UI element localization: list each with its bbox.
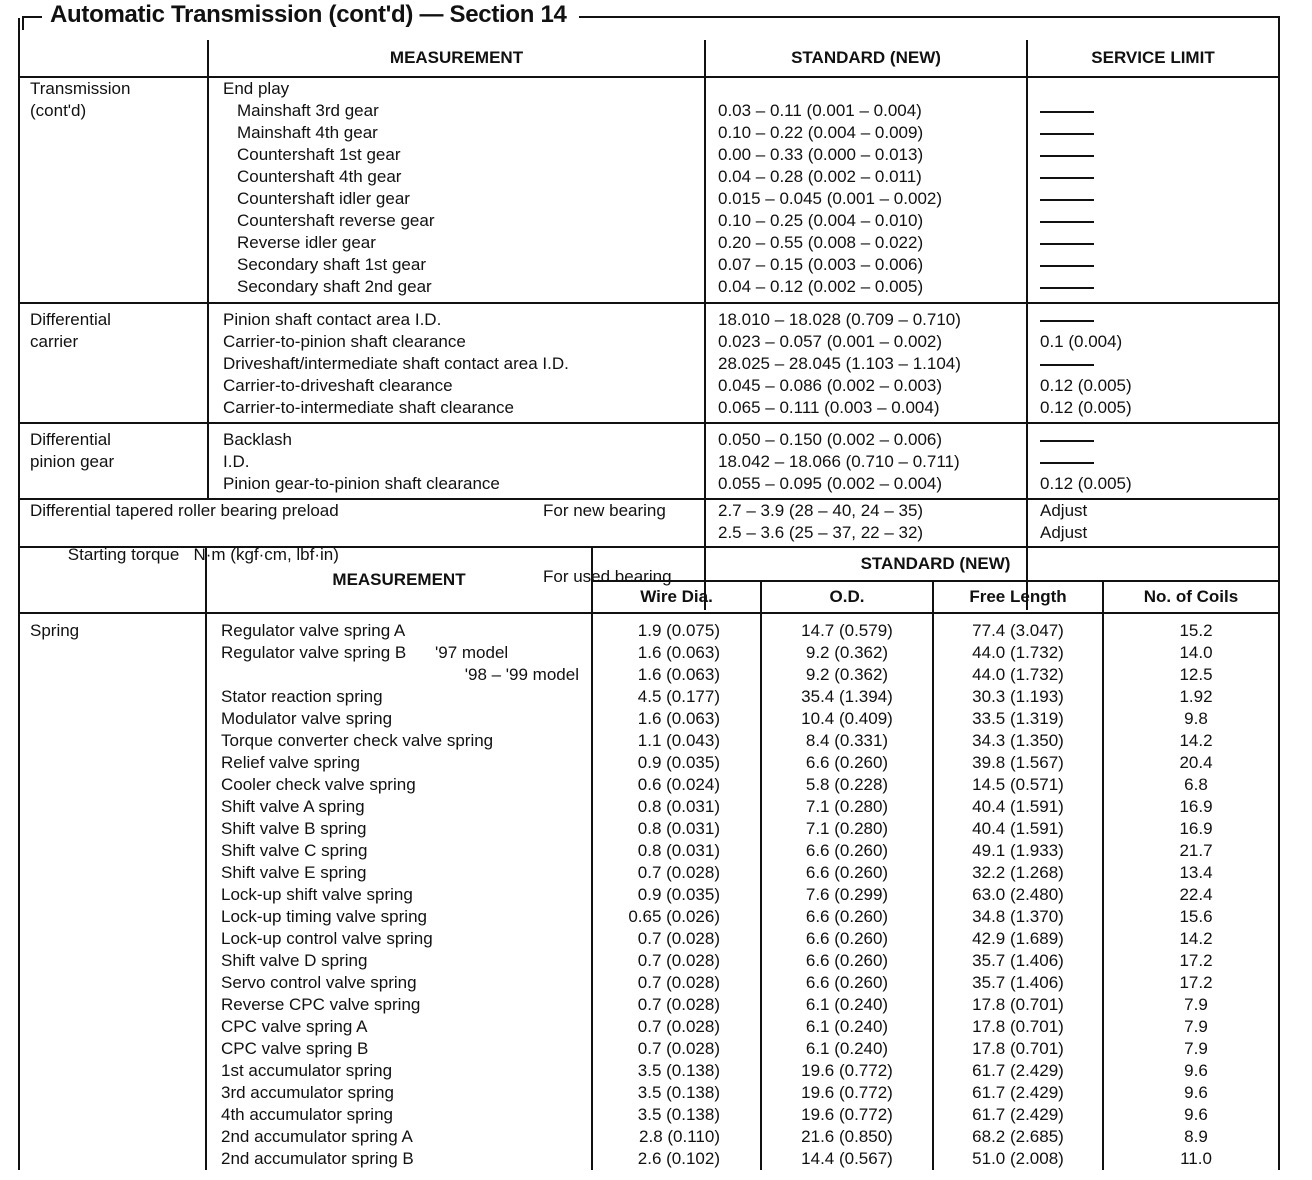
standard-cell: 0.065 – 0.111 (0.003 – 0.004)	[705, 397, 1027, 423]
free-length-cell: 33.5 (1.319)	[933, 708, 1103, 730]
measurement-cell	[208, 254, 705, 276]
preload-used-std: 2.5 – 3.6 (25 – 37, 22 – 32)	[705, 522, 1027, 610]
spring-name-cell	[206, 818, 592, 840]
table-row	[18, 840, 1278, 862]
free-length-cell: 77.4 (3.047)	[933, 613, 1103, 642]
table-row	[18, 423, 1278, 451]
standard-cell	[705, 77, 1027, 100]
measurement-cell: Carrier-to-intermediate shaft clearance	[208, 397, 705, 423]
od-cell: 14.4 (0.567)	[761, 1148, 933, 1170]
group-label-line: pinion gear	[30, 452, 115, 471]
coils-cell: 9.6	[1103, 1104, 1278, 1126]
measurement-cell	[208, 210, 705, 232]
measurement-cell	[208, 144, 705, 166]
measurement-cell	[208, 188, 705, 210]
preload-new-std: 2.7 – 3.9 (28 – 40, 24 – 35)	[705, 499, 1027, 522]
wire-dia-cell: 2.6 (0.102)	[592, 1148, 761, 1170]
no-limit-dash	[1040, 440, 1094, 442]
spring-name: Shift valve E spring	[221, 863, 367, 882]
group-label-line: Differential	[30, 310, 111, 329]
od-cell: 35.4 (1.394)	[761, 686, 933, 708]
spring-name: Cooler check valve spring	[221, 775, 416, 794]
od-cell: 6.1 (0.240)	[761, 994, 933, 1016]
free-length-cell: 17.8 (0.701)	[933, 1038, 1103, 1060]
wire-dia-cell: 0.7 (0.028)	[592, 1038, 761, 1060]
table-row	[18, 884, 1278, 906]
spring-name: 3rd accumulator spring	[221, 1083, 394, 1102]
od-cell: 6.6 (0.260)	[761, 862, 933, 884]
wire-dia-cell: 3.5 (0.138)	[592, 1104, 761, 1126]
limit-cell	[1027, 375, 1278, 397]
spring-name-cell	[206, 642, 592, 664]
measurement-cell: Driveshaft/intermediate shaft contact area I.D.	[208, 353, 705, 375]
wire-dia-cell: 0.7 (0.028)	[592, 862, 761, 884]
table-row	[18, 1016, 1278, 1038]
no-limit-dash	[1040, 320, 1094, 322]
limit-value: 0.12 (0.005)	[1040, 398, 1132, 417]
limit-cell	[1027, 451, 1278, 473]
spring-specs-table	[18, 546, 1278, 1170]
spring-name-cell	[206, 1104, 592, 1126]
header-service-limit: SERVICE LIMIT	[1027, 40, 1278, 77]
measurement-label: Secondary shaft 2nd gear	[237, 277, 432, 296]
standard-cell: 0.04 – 0.12 (0.002 – 0.005)	[705, 276, 1027, 303]
table-row	[18, 1126, 1278, 1148]
measurement-cell: Carrier-to-driveshaft clearance	[208, 375, 705, 397]
od-cell: 9.2 (0.362)	[761, 642, 933, 664]
coils-cell: 16.9	[1103, 818, 1278, 840]
free-length-cell: 32.2 (1.268)	[933, 862, 1103, 884]
wire-dia-cell: 0.7 (0.028)	[592, 950, 761, 972]
measurement-label: Countershaft idler gear	[237, 189, 410, 208]
spring-header-blank	[18, 547, 206, 613]
preload-line1: Differential tapered roller bearing preload	[30, 501, 339, 520]
table-row	[18, 730, 1278, 752]
od-cell: 6.1 (0.240)	[761, 1016, 933, 1038]
free-length-cell: 39.8 (1.567)	[933, 752, 1103, 774]
limit-cell	[1027, 276, 1278, 303]
limit-cell	[1027, 473, 1278, 499]
spring-name: CPC valve spring A	[221, 1017, 368, 1036]
header-wire-dia: Wire Dia.	[592, 581, 761, 613]
no-limit-dash	[1040, 462, 1094, 464]
od-cell: 19.6 (0.772)	[761, 1104, 933, 1126]
table-row	[18, 77, 1278, 100]
spring-header-row-1	[18, 547, 1278, 581]
wire-dia-cell: 0.9 (0.035)	[592, 884, 761, 906]
free-length-cell: 14.5 (0.571)	[933, 774, 1103, 796]
od-cell: 5.8 (0.228)	[761, 774, 933, 796]
od-cell: 14.7 (0.579)	[761, 613, 933, 642]
standard-cell: 0.03 – 0.11 (0.001 – 0.004)	[705, 100, 1027, 122]
limit-cell	[1027, 77, 1278, 100]
wire-dia-cell: 1.6 (0.063)	[592, 664, 761, 686]
header-standard: STANDARD (NEW)	[705, 40, 1027, 77]
group-label-spring: Spring	[30, 621, 80, 640]
spring-name: Regulator valve spring B	[221, 643, 407, 662]
preload-used-limit: Adjust	[1027, 522, 1278, 610]
table-row	[18, 1148, 1278, 1170]
new-bearing-label: For new bearing	[543, 501, 666, 520]
spring-name-cell	[206, 994, 592, 1016]
coils-cell: 15.2	[1103, 613, 1278, 642]
no-limit-dash	[1040, 364, 1094, 366]
spring-name: Lock-up shift valve spring	[221, 885, 413, 904]
coils-cell: 9.8	[1103, 708, 1278, 730]
table-row	[18, 972, 1278, 994]
spring-rows	[18, 613, 1278, 1170]
free-length-cell: 44.0 (1.732)	[933, 642, 1103, 664]
table-row	[18, 1060, 1278, 1082]
standard-cell: 0.10 – 0.25 (0.004 – 0.010)	[705, 210, 1027, 232]
spring-name: Shift valve C spring	[221, 841, 368, 860]
free-length-cell: 30.3 (1.193)	[933, 686, 1103, 708]
table-row	[18, 752, 1278, 774]
spring-name-cell	[206, 1148, 592, 1170]
limit-value: 0.12 (0.005)	[1040, 376, 1132, 395]
group-transmission	[18, 77, 1278, 303]
measurement-cell	[208, 100, 705, 122]
free-length-cell: 35.7 (1.406)	[933, 950, 1103, 972]
od-cell: 6.6 (0.260)	[761, 950, 933, 972]
preload-new-limit: Adjust	[1027, 499, 1278, 522]
standard-cell: 0.04 – 0.28 (0.002 – 0.011)	[705, 166, 1027, 188]
spring-name-cell	[206, 906, 592, 928]
spring-name: 1st accumulator spring	[221, 1061, 393, 1080]
measurement-label: Mainshaft 4th gear	[237, 123, 378, 142]
od-cell: 6.6 (0.260)	[761, 972, 933, 994]
limit-cell	[1027, 232, 1278, 254]
model-note: '98 – '99 model	[464, 665, 579, 684]
limit-cell	[1027, 210, 1278, 232]
spring-name-cell	[206, 1016, 592, 1038]
no-limit-dash	[1040, 221, 1094, 223]
spring-name-cell	[206, 1126, 592, 1148]
limit-cell	[1027, 144, 1278, 166]
spring-name: Stator reaction spring	[221, 687, 383, 706]
limit-cell	[1027, 331, 1278, 353]
free-length-cell: 17.8 (0.701)	[933, 994, 1103, 1016]
page-title: Automatic Transmission (cont'd) — Section 14	[42, 1, 579, 29]
spring-name: Regulator valve spring A	[221, 621, 406, 640]
wire-dia-cell: 1.1 (0.043)	[592, 730, 761, 752]
measurement-label: Countershaft 4th gear	[237, 167, 402, 186]
spring-name-cell	[206, 708, 592, 730]
spring-name: Servo control valve spring	[221, 973, 417, 992]
spring-name: 2nd accumulator spring A	[221, 1127, 413, 1146]
spring-name-cell	[206, 1082, 592, 1104]
measurement-heading: End play	[208, 77, 705, 100]
standard-cell: 0.20 – 0.55 (0.008 – 0.022)	[705, 232, 1027, 254]
limit-value: 0.12 (0.005)	[1040, 474, 1132, 493]
coils-cell: 15.6	[1103, 906, 1278, 928]
standard-cell: 28.025 – 28.045 (1.103 – 1.104)	[705, 353, 1027, 375]
group-label-differential-carrier	[18, 303, 208, 423]
limit-cell	[1027, 303, 1278, 331]
spring-name-cell	[206, 862, 592, 884]
od-cell: 7.6 (0.299)	[761, 884, 933, 906]
measurement-label: Reverse idler gear	[237, 233, 376, 252]
table-row	[18, 1082, 1278, 1104]
limit-cell	[1027, 188, 1278, 210]
spring-name-cell	[206, 928, 592, 950]
wire-dia-cell: 4.5 (0.177)	[592, 686, 761, 708]
coils-cell: 13.4	[1103, 862, 1278, 884]
free-length-cell: 61.7 (2.429)	[933, 1104, 1103, 1126]
table-row	[18, 1104, 1278, 1126]
specs-table-main	[18, 40, 1278, 610]
wire-dia-cell: 0.7 (0.028)	[592, 928, 761, 950]
free-length-cell: 61.7 (2.429)	[933, 1082, 1103, 1104]
table-row	[18, 906, 1278, 928]
coils-cell: 1.92	[1103, 686, 1278, 708]
free-length-cell: 34.8 (1.370)	[933, 906, 1103, 928]
measurement-label: Mainshaft 3rd gear	[237, 101, 379, 120]
coils-cell: 12.5	[1103, 664, 1278, 686]
od-cell: 6.6 (0.260)	[761, 752, 933, 774]
wire-dia-cell: 0.7 (0.028)	[592, 1016, 761, 1038]
no-limit-dash	[1040, 177, 1094, 179]
free-length-cell: 49.1 (1.933)	[933, 840, 1103, 862]
table-row	[18, 664, 1278, 686]
header-coils: No. of Coils	[1103, 581, 1278, 613]
table-row	[18, 708, 1278, 730]
wire-dia-cell: 0.7 (0.028)	[592, 994, 761, 1016]
free-length-cell: 44.0 (1.732)	[933, 664, 1103, 686]
table-row	[18, 862, 1278, 884]
wire-dia-cell: 1.6 (0.063)	[592, 708, 761, 730]
free-length-cell: 68.2 (2.685)	[933, 1126, 1103, 1148]
header-od: O.D.	[761, 581, 933, 613]
standard-cell: 0.023 – 0.057 (0.001 – 0.002)	[705, 331, 1027, 353]
spring-name-cell	[206, 972, 592, 994]
no-limit-dash	[1040, 287, 1094, 289]
spring-name-cell	[206, 774, 592, 796]
table-row	[18, 1038, 1278, 1060]
od-cell: 6.6 (0.260)	[761, 906, 933, 928]
coils-cell: 9.6	[1103, 1060, 1278, 1082]
spring-name: Torque converter check valve spring	[221, 731, 494, 750]
limit-cell	[1027, 423, 1278, 451]
od-cell: 19.6 (0.772)	[761, 1082, 933, 1104]
coils-cell: 8.9	[1103, 1126, 1278, 1148]
group-label-line: Transmission	[30, 79, 131, 98]
spring-name: Relief valve spring	[221, 753, 360, 772]
free-length-cell: 61.7 (2.429)	[933, 1060, 1103, 1082]
wire-dia-cell: 0.9 (0.035)	[592, 752, 761, 774]
measurement-cell: Pinion shaft contact area I.D.	[208, 303, 705, 331]
coils-cell: 17.2	[1103, 972, 1278, 994]
standard-cell: 18.042 – 18.066 (0.710 – 0.711)	[705, 451, 1027, 473]
preload-line2: Starting torque N·m (kgf·cm, lbf·in)	[67, 545, 339, 564]
limit-cell	[1027, 166, 1278, 188]
spring-name-cell	[206, 752, 592, 774]
table-row	[18, 994, 1278, 1016]
spring-name-cell	[206, 686, 592, 708]
wire-dia-cell: 0.8 (0.031)	[592, 840, 761, 862]
standard-cell: 0.015 – 0.045 (0.001 – 0.002)	[705, 188, 1027, 210]
preload-line1-cell	[18, 499, 705, 522]
measurement-cell	[208, 276, 705, 303]
spring-name: 2nd accumulator spring B	[221, 1149, 414, 1168]
free-length-cell: 35.7 (1.406)	[933, 972, 1103, 994]
od-cell: 7.1 (0.280)	[761, 796, 933, 818]
spring-name-cell	[206, 840, 592, 862]
group-differential-carrier	[18, 303, 1278, 423]
coils-cell: 14.2	[1103, 730, 1278, 752]
measurement-cell: Pinion gear-to-pinion shaft clearance	[208, 473, 705, 499]
wire-dia-cell: 3.5 (0.138)	[592, 1082, 761, 1104]
measurement-cell	[208, 232, 705, 254]
coils-cell: 14.0	[1103, 642, 1278, 664]
measurement-cell	[208, 122, 705, 144]
measurement-cell: I.D.	[208, 451, 705, 473]
group-differential-pinion	[18, 423, 1278, 499]
limit-cell	[1027, 353, 1278, 375]
no-limit-dash	[1040, 111, 1094, 113]
limit-cell	[1027, 397, 1278, 423]
free-length-cell: 42.9 (1.689)	[933, 928, 1103, 950]
spring-name-cell	[206, 664, 592, 686]
standard-cell: 0.055 – 0.095 (0.002 – 0.004)	[705, 473, 1027, 499]
spring-name-cell	[206, 1038, 592, 1060]
coils-cell: 17.2	[1103, 950, 1278, 972]
coils-cell: 16.9	[1103, 796, 1278, 818]
coils-cell: 14.2	[1103, 928, 1278, 950]
spring-name: 4th accumulator spring	[221, 1105, 393, 1124]
free-length-cell: 40.4 (1.591)	[933, 818, 1103, 840]
measurement-label: Secondary shaft 1st gear	[237, 255, 427, 274]
wire-dia-cell: 3.5 (0.138)	[592, 1060, 761, 1082]
no-limit-dash	[1040, 265, 1094, 267]
standard-cell: 0.07 – 0.15 (0.003 – 0.006)	[705, 254, 1027, 276]
free-length-cell: 34.3 (1.350)	[933, 730, 1103, 752]
wire-dia-cell: 1.6 (0.063)	[592, 642, 761, 664]
no-limit-dash	[1040, 133, 1094, 135]
coils-cell: 22.4	[1103, 884, 1278, 906]
od-cell: 10.4 (0.409)	[761, 708, 933, 730]
table-row	[18, 818, 1278, 840]
od-cell: 9.2 (0.362)	[761, 664, 933, 686]
measurement-cell: Backlash	[208, 423, 705, 451]
table-row	[18, 613, 1278, 642]
measurement-cell: Carrier-to-pinion shaft clearance	[208, 331, 705, 353]
spring-name-cell	[206, 950, 592, 972]
group-label-line: Differential	[30, 430, 111, 449]
od-cell: 6.6 (0.260)	[761, 840, 933, 862]
free-length-cell: 51.0 (2.008)	[933, 1148, 1103, 1170]
coils-cell: 7.9	[1103, 1016, 1278, 1038]
free-length-cell: 40.4 (1.591)	[933, 796, 1103, 818]
coils-cell: 11.0	[1103, 1148, 1278, 1170]
table-row	[18, 796, 1278, 818]
wire-dia-cell: 1.9 (0.075)	[592, 613, 761, 642]
header-free-length: Free Length	[933, 581, 1103, 613]
od-cell: 6.1 (0.240)	[761, 1038, 933, 1060]
measurement-cell	[208, 166, 705, 188]
spring-header-standard: STANDARD (NEW)	[592, 547, 1278, 581]
model-note: '97 model	[435, 643, 509, 662]
wire-dia-cell: 0.8 (0.031)	[592, 818, 761, 840]
table-row	[18, 303, 1278, 331]
spring-name-cell	[206, 1060, 592, 1082]
spring-name: Modulator valve spring	[221, 709, 393, 728]
spring-name: Lock-up control valve spring	[221, 929, 433, 948]
od-cell: 7.1 (0.280)	[761, 818, 933, 840]
wire-dia-cell: 2.8 (0.110)	[592, 1126, 761, 1148]
measurement-label: Countershaft 1st gear	[237, 145, 401, 164]
spring-name: Lock-up timing valve spring	[221, 907, 427, 926]
spring-name: Shift valve B spring	[221, 819, 367, 838]
wire-dia-cell: 0.7 (0.028)	[592, 972, 761, 994]
group-label-transmission	[18, 77, 208, 303]
spring-name: Shift valve D spring	[221, 951, 368, 970]
wire-dia-cell: 0.8 (0.031)	[592, 796, 761, 818]
coils-cell: 7.9	[1103, 1038, 1278, 1060]
spring-name-cell	[206, 613, 592, 642]
group-label-line: (cont'd)	[30, 101, 87, 120]
table-row	[18, 950, 1278, 972]
spring-name-cell	[206, 884, 592, 906]
spring-name: Reverse CPC valve spring	[221, 995, 421, 1014]
no-limit-dash	[1040, 155, 1094, 157]
standard-cell: 0.10 – 0.22 (0.004 – 0.009)	[705, 122, 1027, 144]
table-row	[18, 928, 1278, 950]
spring-name-cell	[206, 730, 592, 752]
used-bearing-label: For used bearing	[543, 567, 672, 586]
standard-cell: 0.00 – 0.33 (0.000 – 0.013)	[705, 144, 1027, 166]
group-label-line: carrier	[30, 332, 79, 351]
standard-cell: 0.050 – 0.150 (0.002 – 0.006)	[705, 423, 1027, 451]
od-cell: 19.6 (0.772)	[761, 1060, 933, 1082]
spring-name-cell	[206, 796, 592, 818]
standard-cell: 0.045 – 0.086 (0.002 – 0.003)	[705, 375, 1027, 397]
spring-header-measurement: MEASUREMENT	[206, 547, 592, 613]
table-row	[18, 686, 1278, 708]
table-row	[18, 499, 1278, 522]
coils-cell: 6.8	[1103, 774, 1278, 796]
free-length-cell: 17.8 (0.701)	[933, 1016, 1103, 1038]
header-measurement: MEASUREMENT	[208, 40, 705, 77]
spring-name: Shift valve A spring	[221, 797, 365, 816]
table-row	[18, 774, 1278, 796]
measurement-label: Countershaft reverse gear	[237, 211, 435, 230]
limit-cell	[1027, 122, 1278, 144]
group-label-differential-pinion	[18, 423, 208, 499]
no-limit-dash	[1040, 243, 1094, 245]
header-blank	[18, 40, 208, 77]
no-limit-dash	[1040, 199, 1094, 201]
limit-value: 0.1 (0.004)	[1040, 332, 1123, 351]
spring-name: CPC valve spring B	[221, 1039, 369, 1058]
od-cell: 6.6 (0.260)	[761, 928, 933, 950]
coils-cell: 20.4	[1103, 752, 1278, 774]
od-cell: 21.6 (0.850)	[761, 1126, 933, 1148]
coils-cell: 21.7	[1103, 840, 1278, 862]
wire-dia-cell: 0.65 (0.026)	[592, 906, 761, 928]
free-length-cell: 63.0 (2.480)	[933, 884, 1103, 906]
coils-cell: 9.6	[1103, 1082, 1278, 1104]
limit-cell	[1027, 254, 1278, 276]
limit-cell	[1027, 100, 1278, 122]
coils-cell: 7.9	[1103, 994, 1278, 1016]
table-header-row	[18, 40, 1278, 77]
wire-dia-cell: 0.6 (0.024)	[592, 774, 761, 796]
table-row	[18, 642, 1278, 664]
od-cell: 8.4 (0.331)	[761, 730, 933, 752]
standard-cell: 18.010 – 18.028 (0.709 – 0.710)	[705, 303, 1027, 331]
